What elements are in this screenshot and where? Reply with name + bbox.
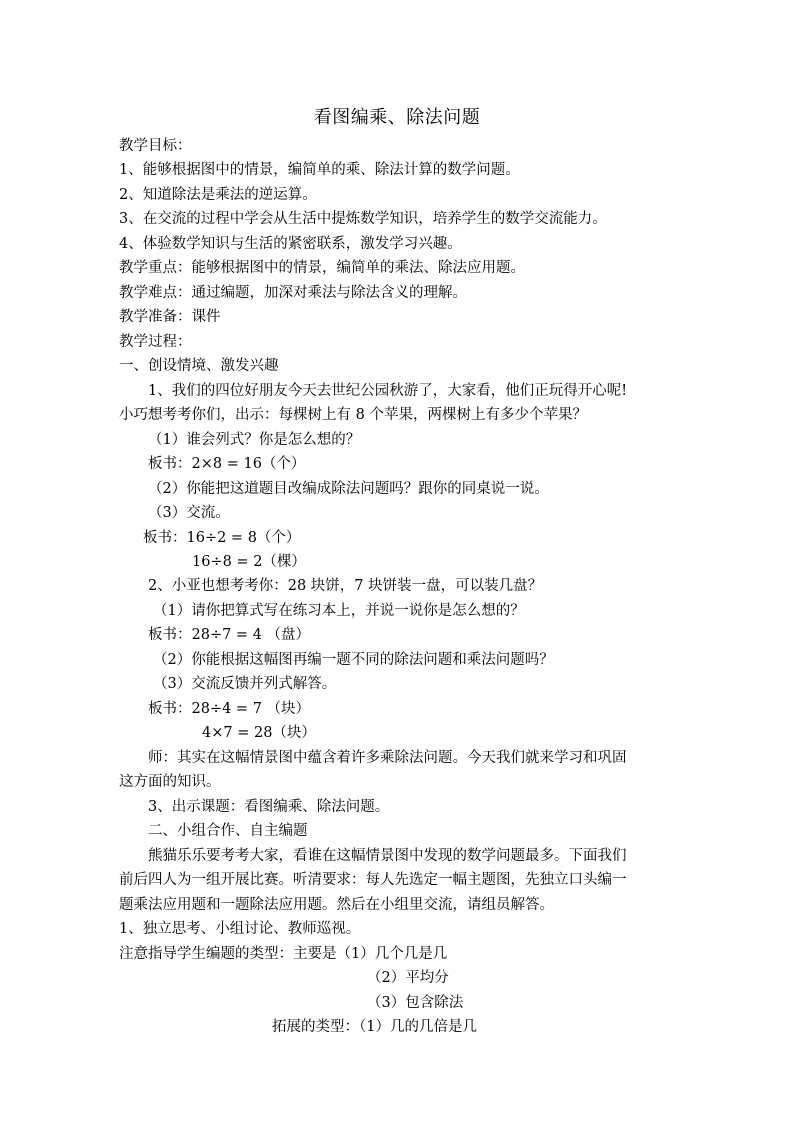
- paragraph-line: 前后四人为一组开展比赛。听清要求：每人先选定一幅主题图，先独立口头编一: [119, 872, 627, 888]
- step-line: （2）你能根据这幅图再编一题不同的除法问题和乘法问题吗？: [153, 652, 554, 668]
- note-line: 注意指导学生编题的类型：主要是（1）几个几是几: [119, 946, 448, 962]
- section-heading-goals: 教学目标：: [119, 138, 192, 154]
- part-heading: 二、小组合作、自主编题: [148, 823, 308, 839]
- step-line: （3）交流。: [148, 505, 230, 521]
- part-heading: 一、创设情境、激发兴趣: [119, 358, 279, 374]
- note-line: 拓展的类型：（1）几的几倍是几: [272, 1019, 477, 1035]
- paragraph-line: 这方面的知识。: [119, 774, 221, 790]
- board-line: 板书：28÷4 = 7 （块）: [148, 701, 311, 717]
- board-line: 板书：28÷7 = 4 （盘）: [148, 627, 311, 643]
- preparation: 教学准备：课件: [119, 309, 221, 325]
- page-title: 看图编乘、除法问题: [313, 107, 481, 128]
- step-line: （2）你能把这道题目改编成除法问题吗？跟你的同桌说一说。: [148, 481, 549, 497]
- goal-item: 1、能够根据图中的情景，编简单的乘、除法计算的数学问题。: [119, 162, 520, 178]
- paragraph-line: 题乘法应用题和一题除法应用题。然后在小组里交流，请组员解答。: [119, 897, 554, 913]
- board-line: 板书：2×8 = 16（个）: [148, 456, 306, 472]
- board-line: 16÷8 = 2（棵）: [192, 554, 306, 570]
- difficult-point: 教学难点：通过编题，加深对乘法与除法含义的理解。: [119, 285, 467, 301]
- goal-item: 3、在交流的过程中学会从生活中提炼数学知识，培养学生的数学交流能力。: [119, 211, 607, 227]
- step-line: （1）谁会列式？你是怎么想的？: [148, 432, 361, 448]
- note-line: （3）包含除法: [367, 995, 464, 1011]
- step-line: 1、独立思考、小组讨论、教师巡视。: [119, 921, 361, 937]
- paragraph-line: 2、小亚也想考考你：28 块饼，7 块饼装一盘，可以装几盘？: [148, 578, 543, 594]
- paragraph-line: 熊猫乐乐要考考大家，看谁在这幅情景图中发现的数学问题最多。下面我们: [148, 848, 627, 864]
- board-line: 4×7 = 28（块）: [202, 725, 316, 741]
- step-line: （1）请你把算式写在练习本上，并说一说你是怎么想的？: [153, 603, 525, 619]
- paragraph-line: 1、我们的四位好朋友今天去世纪公园秋游了，大家看，他们正玩得开心呢!: [148, 383, 628, 399]
- step-line: 3、出示课题：看图编乘、除法问题。: [148, 799, 390, 815]
- goal-item: 2、知道除法是乘法的逆运算。: [119, 187, 317, 203]
- paragraph-line: 小巧想考考你们，出示：每棵树上有 8 个苹果，两棵树上有多少个苹果？: [119, 407, 587, 423]
- paragraph-line: 师：其实在这幅情景图中蕴含着许多乘除法问题。今天我们就来学习和巩固: [148, 750, 627, 766]
- goal-item: 4、体验数学知识与生活的紧密联系，激发学习兴趣。: [119, 236, 462, 252]
- note-line: （2）平均分: [367, 970, 449, 986]
- step-line: （3）交流反馈并列式解答。: [153, 676, 337, 692]
- board-line: 板书：16÷2 = 8（个）: [143, 530, 301, 546]
- key-point: 教学重点：能够根据图中的情景，编简单的乘法、除法应用题。: [119, 260, 525, 276]
- section-heading-process: 教学过程：: [119, 334, 192, 350]
